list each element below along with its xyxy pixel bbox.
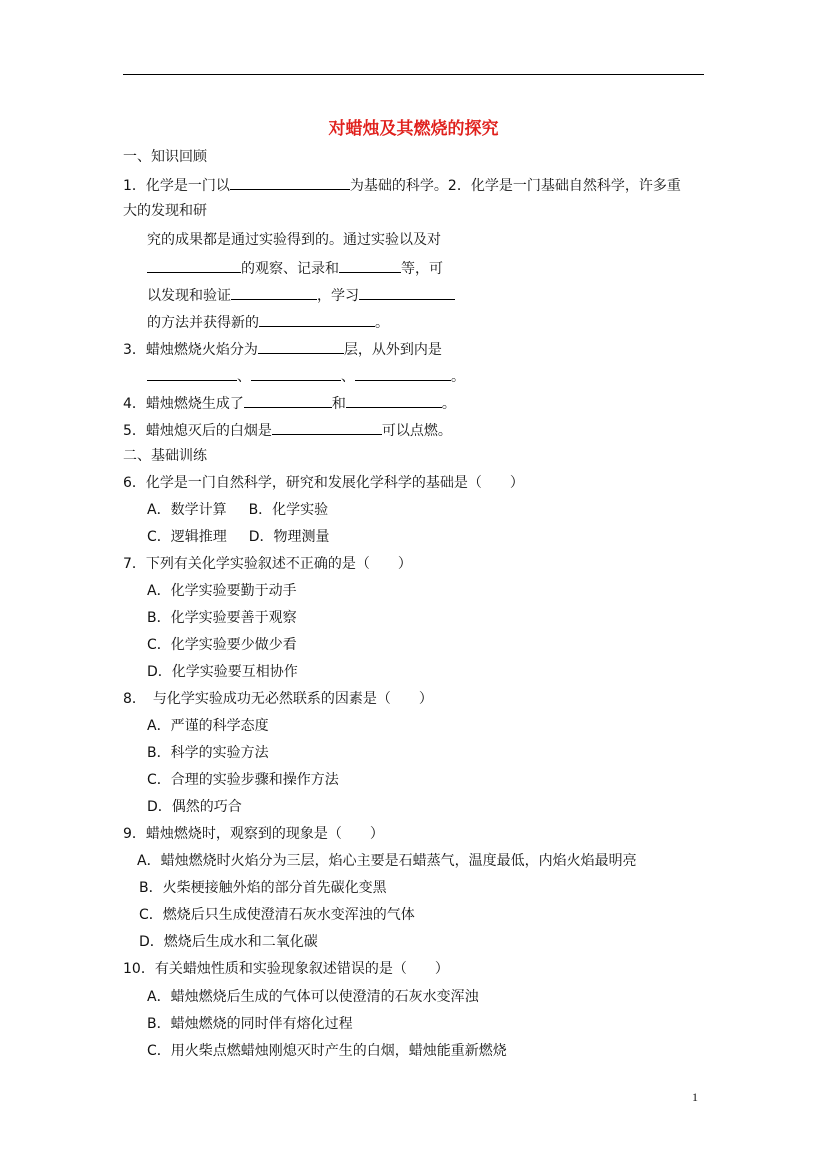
q1-text-b2: 一门基础自然科学，许多重 xyxy=(512,178,681,194)
q1-text-e: 的观察、记录和 xyxy=(241,261,339,277)
q10-option-c: C．用火柴点燃蜡烛刚熄灭时产生的白烟，蜡烛能重新燃烧 xyxy=(147,1043,507,1059)
q4-end: 。 xyxy=(441,396,456,412)
q3-sep-2: 、 xyxy=(341,369,355,385)
q9-option-b: B．火柴梗接触外焰的部分首先碳化变黑 xyxy=(139,880,387,896)
q3-text-b: 层，从外到内是 xyxy=(343,342,442,358)
q6-option-c: C．逻辑推理 xyxy=(147,529,227,545)
q7-option-c: C．化学实验要少做少看 xyxy=(147,637,297,653)
q4-text-b: 和 xyxy=(331,396,346,412)
q1-text-h: ，学习 xyxy=(317,288,359,304)
q7-option-b: B．化学实验要善于观察 xyxy=(147,610,297,626)
q1-text-j: 。 xyxy=(375,315,389,331)
q3-blank-1 xyxy=(258,339,344,354)
q5-text-b: 可以点燃。 xyxy=(381,423,452,439)
q3-text-a: 3．蜡烛燃烧火焰分为 xyxy=(123,342,258,358)
q6-option-d: D．物理测量 xyxy=(248,529,330,545)
q1-line6 xyxy=(147,312,389,332)
q5-line xyxy=(123,420,452,440)
q1-line4 xyxy=(147,258,443,278)
q1-blank-5 xyxy=(359,285,455,300)
q1-blank-4 xyxy=(231,285,317,300)
q1-blank-1 xyxy=(230,175,350,190)
page-number: 1 xyxy=(692,1090,698,1104)
q3-sep-1: 、 xyxy=(237,369,251,385)
q8-option-c: C．合理的实验步骤和操作方法 xyxy=(147,772,339,788)
q9-stem: 9．蜡烛燃烧时，观察到的现象是（ ） xyxy=(123,826,384,842)
q6-stem: 6．化学是一门自然科学，研究和发展化学科学的基础是（ ） xyxy=(123,475,524,491)
q8-option-a: A．严谨的科学态度 xyxy=(147,718,269,734)
q10-option-a: A．蜡烛燃烧后生成的气体可以使澄清的石灰水变浑浊 xyxy=(147,989,479,1005)
q5-text-a: 5．蜡烛熄灭后的白烟是 xyxy=(123,423,272,439)
q1-line5 xyxy=(147,285,455,305)
q4-text-a: 4．蜡烛燃烧生成了 xyxy=(123,396,244,412)
q7-option-d: D．化学实验要互相协作 xyxy=(147,664,298,680)
q5-blank-1 xyxy=(272,420,382,435)
q6-options-cd xyxy=(147,528,330,546)
q6-option-a: A．数学计算 xyxy=(147,502,227,518)
q8-stem: 8． 与化学实验成功无必然联系的因素是（ ） xyxy=(123,691,433,707)
q6-options-ab xyxy=(147,501,328,519)
q7-stem: 7．下列有关化学实验叙述不正确的是（ ） xyxy=(123,556,412,572)
q3-end: 。 xyxy=(451,369,465,385)
q4-blank-1 xyxy=(244,393,332,408)
q6-option-b: B．化学实验 xyxy=(248,502,329,518)
q1-text-i: 的方法并获得新的 xyxy=(147,315,259,331)
section2-heading: 二、基础训练 xyxy=(123,448,207,464)
q1-text-g: 以发现和验证 xyxy=(147,288,231,304)
q1-blank-3 xyxy=(339,258,401,273)
q3-line1 xyxy=(123,339,442,359)
q1-text-b: 为基础的科学。2．化学是 xyxy=(349,178,513,194)
q1-line1 xyxy=(123,175,681,195)
q8-option-d: D．偶然的巧合 xyxy=(147,799,242,815)
q3-blank-2 xyxy=(147,366,237,381)
q9-option-c: C．燃烧后只生成使澄清石灰水变浑浊的气体 xyxy=(139,907,415,923)
q3-line2 xyxy=(147,366,465,386)
q1-line3: 究的成果都是通过实验得到的。通过实验以及对 xyxy=(147,232,441,248)
q1-blank-2 xyxy=(147,258,241,273)
page-title: 对蜡烛及其燃烧的探究 xyxy=(328,119,499,139)
q3-blank-4 xyxy=(355,366,451,381)
q1-line2: 大的发现和研 xyxy=(123,203,207,219)
q9-option-d: D．燃烧后生成水和二氧化碳 xyxy=(139,934,318,950)
q4-blank-2 xyxy=(346,393,442,408)
q4-line xyxy=(123,393,456,413)
q3-blank-3 xyxy=(251,366,341,381)
q10-stem: 10．有关蜡烛性质和实验现象叙述错误的是（ ） xyxy=(123,961,449,977)
q1-text-a: 1．化学是一门以 xyxy=(123,178,230,194)
header-rule xyxy=(123,74,704,75)
q10-option-b: B．蜡烛燃烧的同时伴有熔化过程 xyxy=(147,1016,353,1032)
q1-text-f: 等，可 xyxy=(401,261,443,277)
q8-option-b: B．科学的实验方法 xyxy=(147,745,269,761)
q7-option-a: A．化学实验要勤于动手 xyxy=(147,583,297,599)
section1-heading: 一、知识回顾 xyxy=(123,149,207,165)
q1-blank-6 xyxy=(259,312,375,327)
q9-option-a: A．蜡烛燃烧时火焰分为三层，焰心主要是石蜡蒸气，温度最低，内焰火焰最明亮 xyxy=(137,853,637,869)
